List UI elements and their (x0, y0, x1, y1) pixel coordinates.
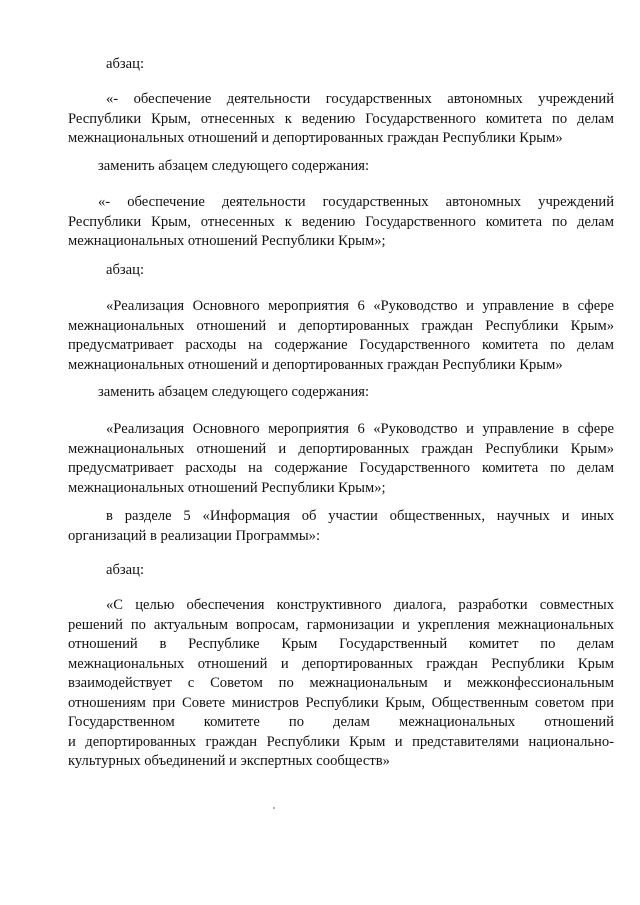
text-line: межнациональных отношений Республики Крым»; (68, 233, 386, 249)
text-line: межнациональных отношений и депортированных граждан Республики Крым» (68, 130, 563, 146)
text-line: межнациональных отношений и депортированных граждан Республики Крым» (68, 356, 563, 373)
quoted-paragraph-1 (68, 90, 614, 149)
text-line: отношениям при Совете министров Республики Крым, Общественным советом при (68, 694, 614, 711)
text-line: предусматривает расходы на содержание Государственного комитета по делам (68, 460, 614, 476)
text-line: «- обеспечение деятельности государственных автономных учреждений (106, 91, 614, 107)
paragraph-label-2: абзац: (106, 262, 145, 278)
text-line: «Реализация Основного мероприятия 6 «Руководство и управление в сфере (106, 298, 614, 314)
text-line: Государственном комитете по делам межнациональных отношений (68, 714, 614, 730)
text-line: «Реализация Основного мероприятия 6 «Руководство и управление в сфере (106, 421, 614, 437)
section-5-instruction (68, 507, 614, 546)
paragraph-label-1: абзац: (106, 56, 145, 72)
text-line: культурных объединений и экспертных сообществ» (68, 753, 390, 769)
text-line: взаимодействует с Советом по межнациональным и межконфессиональным (68, 675, 614, 691)
text-line: межнациональных отношений и депортированных граждан Республики Крым» (68, 317, 614, 334)
text-line: Республики Крым, отнесенных к ведению Государственного комитета по делам (68, 110, 614, 127)
quoted-paragraph-2 (68, 297, 614, 375)
new-paragraph-2 (68, 420, 614, 498)
text-line: межнациональных отношений Республики Крым»; (68, 479, 386, 496)
text-line: предусматривает расходы на содержание Государственного комитета по делам (68, 337, 614, 353)
new-paragraph-1 (68, 193, 614, 252)
text-line: в разделе 5 «Информация об участии общественных, научных и иных (106, 508, 614, 524)
text-line: Республики Крым, отнесенных к ведению Государственного комитета по делам (68, 213, 614, 230)
text-line: межнациональных отношений и депортированных граждан Республики Крым (68, 655, 614, 672)
text-line: организаций в реализации Программы»: (68, 527, 321, 544)
paragraph-label-3: абзац: (106, 562, 145, 578)
text-line: «- обеспечение деятельности государственных автономных учреждений (98, 194, 614, 210)
text-line: отношений в Республике Крым Государственный комитет по делам (68, 636, 614, 652)
scan-speck (273, 807, 275, 809)
text-line: межнациональных отношений и депортированных граждан Республики Крым» (68, 440, 614, 457)
text-line: и депортированных граждан Республики Крым и представителями национально- (68, 733, 614, 750)
text-line: решений по актуальным вопросам, гармонизации и укрепления межнациональных (68, 616, 614, 633)
replace-instruction-1: заменить абзацем следующего содержания: (98, 158, 370, 174)
quoted-paragraph-3 (68, 596, 614, 772)
replace-instruction-2: заменить абзацем следующего содержания: (98, 384, 370, 400)
text-line: «С целью обеспечения конструктивного диалога, разработки совместных (106, 597, 614, 613)
